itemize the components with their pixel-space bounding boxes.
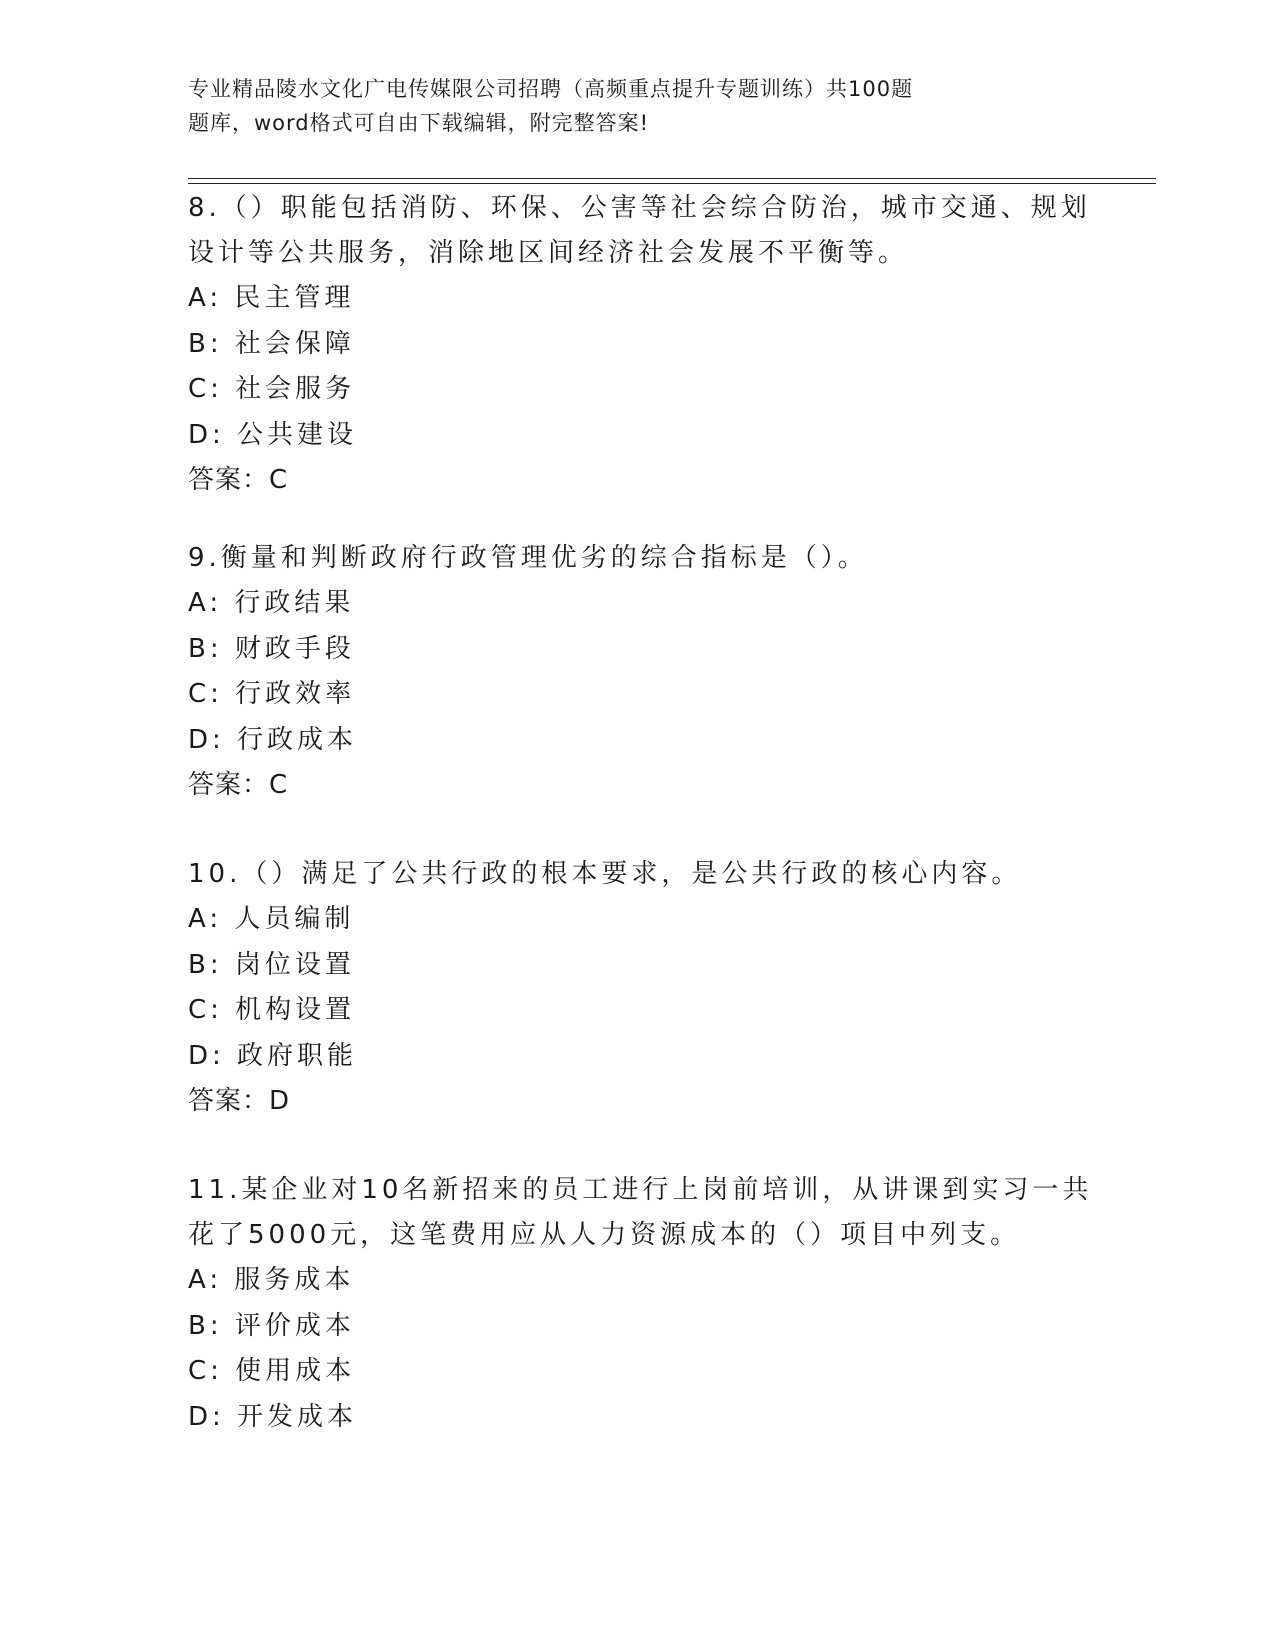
- document-header: [188, 72, 1018, 140]
- option-d: D: 开发成本: [188, 1401, 358, 1432]
- question-text: 10.（）满足了公共行政的根本要求，是公共行政的核心内容。: [188, 859, 1022, 889]
- option-c: C: 机构设置: [188, 995, 356, 1025]
- option-d: D: 政府职能: [188, 1040, 358, 1071]
- question-text: 设计等公共服务，消除地区间经济社会发展不平衡等。: [188, 238, 909, 268]
- question-text: 11.某企业对10名新招来的员工进行上岗前培训，从讲课到实习一共: [188, 1175, 1093, 1205]
- question-8: [188, 186, 1091, 503]
- answer: 答案：C: [188, 770, 289, 800]
- option-c: C: 使用成本: [188, 1356, 356, 1386]
- header-divider-bottom: [188, 183, 1156, 184]
- option-a: A: 服务成本: [188, 1265, 355, 1295]
- question-11: [188, 1168, 1093, 1440]
- option-c: C: 行政效率: [188, 679, 356, 709]
- answer: 答案：D: [188, 1086, 291, 1116]
- header-line-1: 专业精品陵水文化广电传媒限公司招聘（高频重点提升专题训练）共100题: [188, 77, 914, 101]
- header-divider-top: [188, 178, 1156, 179]
- option-d: D: 行政成本: [188, 724, 358, 755]
- option-b: B: 评价成本: [188, 1310, 355, 1341]
- option-b: B: 财政手段: [188, 633, 355, 664]
- option-d: D: 公共建设: [188, 419, 358, 450]
- option-b: B: 岗位设置: [188, 949, 355, 980]
- option-a: A: 民主管理: [188, 283, 355, 313]
- header-line-2: 题库，word格式可自由下载编辑，附完整答案!: [188, 111, 650, 135]
- option-a: A: 行政结果: [188, 588, 355, 618]
- option-b: B: 社会保障: [188, 328, 355, 359]
- option-a: A: 人员编制: [188, 904, 355, 934]
- question-text: 花了5000元，这笔费用应从人力资源成本的（）项目中列支。: [188, 1220, 1021, 1250]
- option-c: C: 社会服务: [188, 374, 356, 404]
- question-10: [188, 852, 1088, 1124]
- question-9: [188, 536, 1088, 808]
- question-text: 9.衡量和判断政府行政管理优劣的综合指标是（）。: [188, 543, 868, 573]
- question-text: 8.（）职能包括消防、环保、公害等社会综合防治，城市交通、规划: [188, 193, 1091, 223]
- answer: 答案：C: [188, 465, 289, 495]
